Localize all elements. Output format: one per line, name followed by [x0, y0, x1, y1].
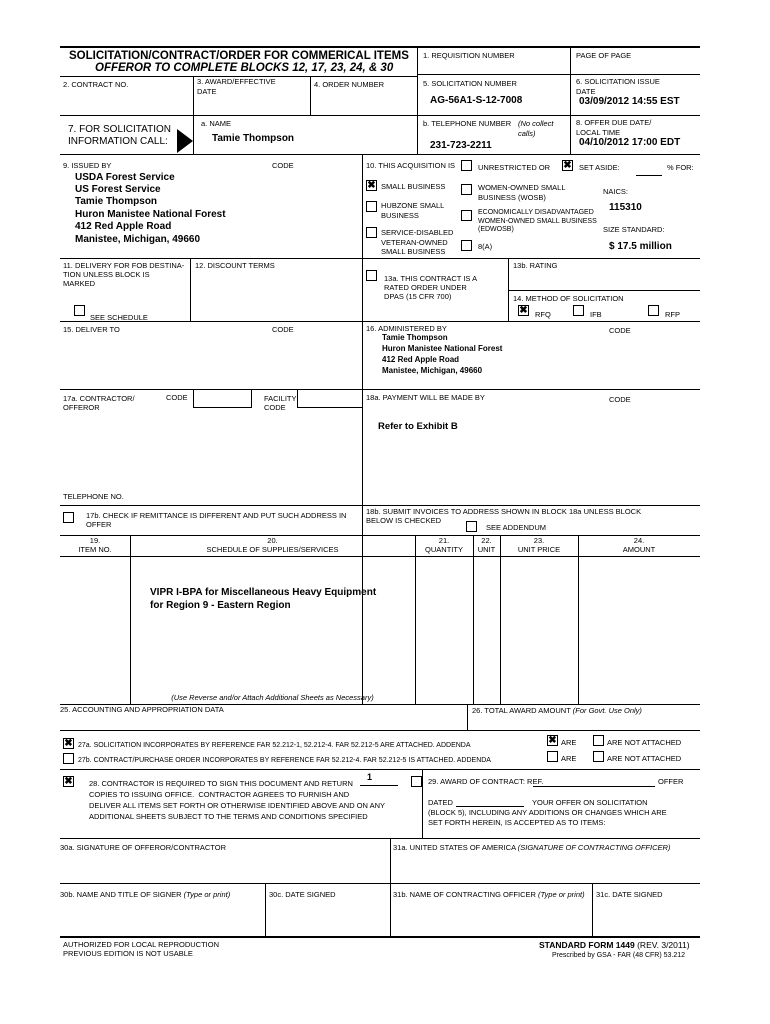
acquisition-label: 10. THIS ACQUISITION IS — [366, 161, 456, 170]
issue-date-label: 6. SOLICITATION ISSUE DATE — [576, 77, 660, 96]
issued-by-line: 412 Red Apple Road — [75, 221, 172, 232]
solicitation-info-label: 7. FOR SOLICITATION INFORMATION CALL: — [68, 124, 171, 147]
rfq-label: RFQ — [535, 310, 551, 319]
solicitation-number-label: 5. SOLICITATION NUMBER — [423, 79, 517, 88]
27b-checkbox[interactable] — [63, 753, 74, 764]
contractor-code-label: CODE — [166, 393, 188, 402]
rfp-checkbox[interactable] — [648, 305, 659, 316]
28-checkbox[interactable]: ✖ — [64, 776, 73, 787]
accounting-label: 25. ACCOUNTING AND APPROPRIATION DATA — [60, 705, 224, 714]
date-signed-30c-label: 30c. DATE SIGNED — [269, 890, 336, 899]
offer-label: OFFER — [658, 777, 684, 786]
contractor-offeror-label: 17a. CONTRACTOR/ OFFEROR — [63, 394, 135, 412]
deliver-to-code-label: CODE — [272, 325, 294, 334]
signer-name-label: 30b. NAME AND TITLE OF SIGNER (Type or print) — [60, 890, 231, 899]
reverse-note: (Use Reverse and/or Attach Additional Sheets as Necessary) — [171, 693, 374, 702]
method-of-solicitation-label: 14. METHOD OF SOLICITATION — [513, 294, 624, 303]
offeror-signature-label: 30a. SIGNATURE OF OFFEROR/CONTRACTOR — [60, 843, 226, 852]
facility-code-box[interactable] — [297, 389, 362, 408]
29-checkbox[interactable] — [411, 776, 422, 787]
ifb-checkbox[interactable] — [573, 305, 584, 316]
27b-are-not-label: ARE NOT ATTACHED — [607, 754, 682, 763]
ref-line — [533, 786, 655, 787]
27b-are-not-checkbox[interactable] — [593, 751, 604, 762]
facility-code-label: FACILITY CODE — [264, 394, 297, 412]
set-aside-checkbox[interactable]: ✖ — [563, 160, 572, 171]
27a-are-checkbox[interactable]: ✖ — [548, 735, 557, 746]
issued-by-line: Tamie Thompson — [75, 196, 158, 207]
form-number: STANDARD FORM 1449 (REV. 3/2011) — [539, 940, 690, 950]
contract-no-label: 2. CONTRACT NO. — [63, 80, 129, 89]
27a-label: 27a. SOLICITATION INCORPORATES BY REFERENCE FAR 52.212-1, 52.212-4. FAR 52.212-5 ARE ATTACHED. ADDENDA — [78, 742, 471, 749]
rating-label: 13b. RATING — [513, 261, 558, 270]
see-addendum-checkbox[interactable] — [466, 521, 477, 532]
name-value: Tamie Thompson — [212, 133, 295, 144]
issued-by-line: USDA Forest Service — [75, 172, 175, 183]
date-signed-31c-label: 31c. DATE SIGNED — [596, 890, 663, 899]
dated-line — [456, 806, 524, 807]
your-offer-label: YOUR OFFER ON SOLICITATION — [532, 798, 648, 807]
size-standard-label: SIZE STANDARD: — [603, 225, 665, 234]
8a-label: 8(A) — [478, 242, 493, 251]
submit-invoices-label: 18b. SUBMIT INVOICES TO ADDRESS SHOWN IN BLOCK 18a UNLESS BLOCK BELOW IS CHECKED — [366, 507, 642, 525]
rated-order-label: 13a. THIS CONTRACT IS A RATED ORDER UNDER DPAS (15 CFR 700) — [384, 274, 478, 301]
issue-date-value: 03/09/2012 14:55 EST — [579, 96, 680, 107]
28-copies-value: 1 — [367, 772, 373, 782]
discount-terms-label: 12. DISCOUNT TERMS — [195, 261, 275, 270]
set-aside-label: SET ASIDE: — [579, 163, 620, 172]
telephone-value: 231-723-2211 — [430, 140, 492, 151]
sdvosb-label: SERVICE-DISABLED VETERAN-OWNED SMALL BUSINESS — [381, 228, 454, 256]
total-award-label: 26. TOTAL AWARD AMOUNT (For Govt. Use Only) — [472, 706, 642, 715]
page-of-page-label: PAGE OF PAGE — [576, 51, 632, 60]
administered-by-line: Huron Manistee National Forest — [382, 344, 503, 353]
size-standard-value: $ 17.5 million — [609, 241, 672, 252]
wosb-label: WOMEN-OWNED SMALL BUSINESS (WOSB) — [478, 183, 566, 202]
refer-exhibit-text: Refer to Exhibit B — [378, 421, 458, 432]
small-business-checkbox[interactable]: ✖ — [367, 180, 376, 191]
27a-are-not-checkbox[interactable] — [593, 735, 604, 746]
sdvosb-checkbox[interactable] — [366, 227, 377, 238]
payment-by-label: 18a. PAYMENT WILL BE MADE BY — [366, 393, 485, 402]
see-schedule-label: SEE SCHEDULE — [90, 313, 148, 322]
telephone-label: b. TELEPHONE NUMBER — [423, 119, 512, 128]
award-contract-label: 29. AWARD OF CONTRACT: REF. — [428, 777, 544, 786]
rfp-label: RFP — [665, 310, 680, 319]
solicitation-number-value: AG-56A1-S-12-7008 — [430, 95, 523, 106]
us-signature-label: 31a. UNITED STATES OF AMERICA (SIGNATURE OF CONTRACTING OFFICER) — [393, 843, 671, 852]
wosb-checkbox[interactable] — [461, 184, 472, 195]
edwosb-label: ECONOMICALLY DISADVANTAGED WOMEN-OWNED SMALL BUSINESS (EDWOSB) — [478, 209, 597, 233]
edwosb-checkbox[interactable] — [461, 210, 472, 221]
dated-label: DATED — [428, 798, 453, 807]
27a-are-label: ARE — [561, 738, 577, 747]
hubzone-checkbox[interactable] — [366, 201, 377, 212]
see-addendum-label: SEE ADDENDUM — [486, 523, 547, 532]
form-subtitle: OFFEROR TO COMPLETE BLOCKS 12, 17, 23, 24, & 30 — [95, 62, 394, 74]
arrow-icon — [177, 129, 193, 153]
percent-for-label: % FOR: — [667, 163, 694, 172]
administered-by-line: 412 Red Apple Road — [382, 355, 460, 364]
item-no-header: 19. ITEM NO. — [78, 536, 112, 554]
order-number-label: 4. ORDER NUMBER — [314, 80, 385, 89]
copies-line — [360, 785, 398, 786]
form-title: SOLICITATION/CONTRACT/ORDER FOR COMMERICAL ITEMS — [69, 50, 409, 62]
issued-by-label: 9. ISSUED BY — [63, 161, 112, 170]
name-label: a. NAME — [201, 119, 232, 128]
ifb-label: IFB — [590, 310, 602, 319]
administered-by-line: Tamie Thompson — [382, 333, 448, 342]
percent-line — [636, 175, 662, 176]
administered-by-line: Manistee, Michigan, 49660 — [382, 366, 483, 375]
offer-due-value: 04/10/2012 17:00 EDT — [579, 137, 681, 148]
delivery-fob-label: 11. DELIVERY FOR FOB DESTINA- TION UNLESS BLOCK IS MARKED — [63, 261, 185, 288]
administered-by-label: 16. ADMINISTERED BY — [366, 324, 447, 333]
telephone-no-label: TELEPHONE NO. — [63, 492, 124, 501]
offer-due-label: 8. OFFER DUE DATE/ LOCAL TIME — [576, 118, 652, 137]
remittance-checkbox[interactable] — [63, 512, 74, 523]
contractor-code-box[interactable] — [193, 389, 252, 408]
award-text: (BLOCK 5), INCLUDING ANY ADDITIONS OR CHANGES WHICH ARE SET FORTH HEREIN, IS ACCEPTED AS TO ITEMS: — [428, 808, 667, 827]
rated-order-checkbox[interactable] — [366, 270, 377, 281]
27a-are-not-label: ARE NOT ATTACHED — [607, 738, 682, 747]
issued-by-code-label: CODE — [272, 161, 294, 170]
27b-are-label: ARE — [561, 754, 577, 763]
issued-by-line: Manistee, Michigan, 49660 — [75, 234, 201, 245]
27b-are-checkbox[interactable] — [547, 751, 558, 762]
prescribed-by: Prescribed by GSA - FAR (48 CFR) 53.212 — [552, 952, 686, 959]
see-schedule-checkbox[interactable] — [74, 305, 85, 316]
unit-price-header: 23. UNIT PRICE — [517, 536, 561, 554]
28-text: COPIES TO ISSUING OFFICE. CONTRACTOR AGREES TO FURNISH AND DELIVER ALL ITEMS SET FORTH OR OTHERWISE IDENTIFIED ABOVE AND ON ANY ADDITIONAL SHEETS SUBJECT TO THE TERMS AND CONDITIONS SPECIFIED — [89, 790, 386, 821]
deliver-to-label: 15. DELIVER TO — [63, 325, 120, 334]
award-date-label: 3. AWARD/EFFECTIVE DATE — [197, 77, 276, 96]
footer-left: AUTHORIZED FOR LOCAL REPRODUCTION PREVIOUS EDITION IS NOT USABLE — [63, 940, 219, 958]
small-business-label: SMALL BUSINESS — [381, 182, 446, 191]
unit-header: 22. UNIT — [477, 536, 496, 554]
27b-label: 27b. CONTRACT/PURCHASE ORDER INCORPORATES BY REFERENCE FAR 52.212-4. FAR 52.212-5 IS ATTACHED. ADDENDA — [78, 757, 491, 764]
no-collect-note: (No collect calls) — [518, 119, 554, 138]
issued-by-line: US Forest Service — [75, 184, 161, 195]
quantity-header: 21. QUANTITY — [425, 536, 463, 554]
naics-value: 115310 — [609, 202, 642, 213]
issued-by-line: Huron Manistee National Forest — [75, 209, 226, 220]
requisition-number-label: 1. REQUISITION NUMBER — [423, 51, 515, 60]
28-label: 28. CONTRACTOR IS REQUIRED TO SIGN THIS DOCUMENT AND RETURN — [89, 779, 353, 788]
contracting-officer-label: 31b. NAME OF CONTRACTING OFFICER (Type or print) — [393, 890, 585, 899]
8a-checkbox[interactable] — [461, 240, 472, 251]
unrestricted-label: UNRESTRICTED OR — [478, 163, 551, 172]
payment-code-label: CODE — [609, 395, 631, 404]
hubzone-label: HUBZONE SMALL BUSINESS — [381, 201, 445, 220]
amount-header: 24. AMOUNT — [622, 536, 656, 554]
naics-label: NAICS: — [603, 187, 629, 196]
administered-by-code-label: CODE — [609, 326, 631, 335]
item-description: VIPR I-BPA for Miscellaneous Heavy Equipment for Region 9 - Eastern Region — [150, 587, 377, 611]
rfq-checkbox[interactable]: ✖ — [519, 305, 528, 316]
schedule-header: 20. SCHEDULE OF SUPPLIES/SERVICES — [206, 536, 339, 554]
unrestricted-checkbox[interactable] — [461, 160, 472, 171]
remittance-label: 17b. CHECK IF REMITTANCE IS DIFFERENT AND PUT SUCH ADDRESS IN OFFER — [86, 511, 347, 529]
27a-checkbox[interactable]: ✖ — [64, 738, 73, 749]
